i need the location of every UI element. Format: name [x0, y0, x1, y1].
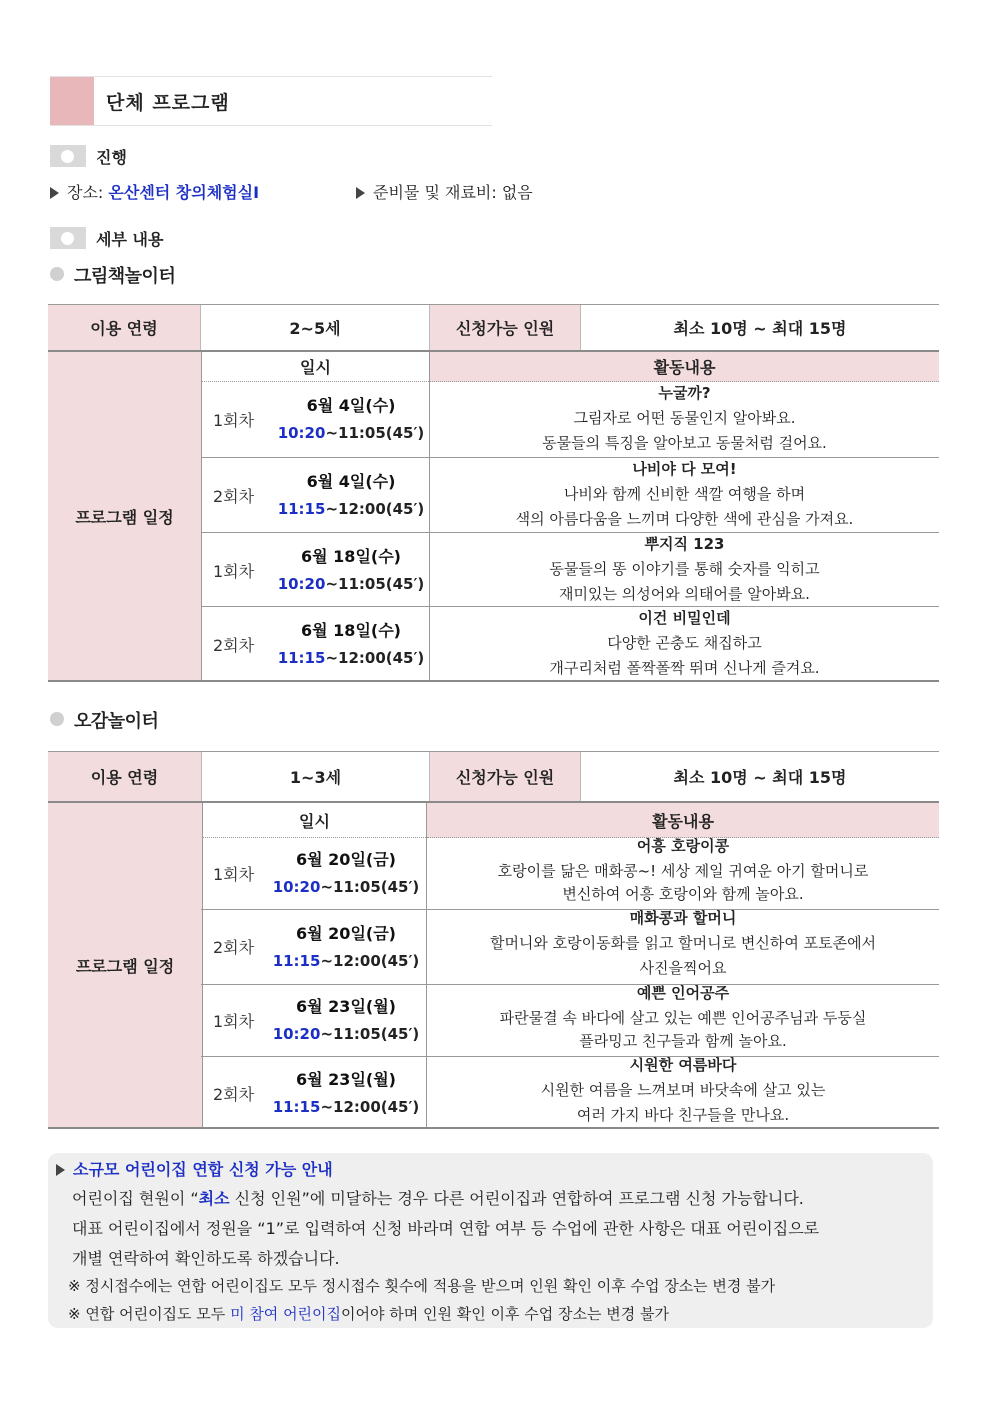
- session-date: 6월 4일(수): [306, 472, 396, 491]
- triangle-bullet-icon: [50, 187, 59, 199]
- age-value: 1~3세: [289, 768, 342, 787]
- session-number: 1회차: [213, 562, 255, 581]
- notice-line: 어린이집 현원이 “최소 신청 인원”에 미달하는 경우 다른 어린이집과 연합하여 프로그램 신청 가능합니다.: [72, 1189, 804, 1208]
- schedule-row: [201, 457, 939, 532]
- notice-line: 개별 연락하여 확인하도록 하겠습니다.: [72, 1249, 340, 1268]
- schedule-label: 프로그램 일정: [48, 803, 202, 1127]
- session-time: 11:15~12:00(45′): [277, 649, 425, 667]
- capacity-label: 신청가능 인원: [429, 305, 581, 350]
- program-table: [48, 304, 939, 682]
- materials-line: [356, 180, 533, 203]
- location-value: 온산센터 창의체험실Ⅰ: [108, 183, 260, 202]
- session-time: 11:15~12:00(45′): [277, 500, 425, 518]
- session-time: 10:20~11:05(45′): [277, 575, 425, 593]
- session-date: 6월 4일(수): [306, 396, 396, 415]
- details-label: 세부 내용: [96, 230, 164, 249]
- col-activity-header: 활동내용: [427, 803, 939, 838]
- notice-remark: ※ 연합 어린이집도 모두 미 참여 어린이집이어야 하며 인원 확인 이후 수업 장소는 변경 불가: [68, 1305, 669, 1323]
- schedule-block: [48, 803, 939, 1129]
- table-info-row: [48, 304, 939, 352]
- session-activity: 매화콩과 할머니 할머니와 호랑이동화를 읽고 할머니로 변신하여 포토존에서 사진을찍어요: [489, 909, 877, 977]
- session-date: 6월 20일(금): [296, 924, 396, 943]
- pill-bullet-icon: [50, 227, 86, 249]
- session-activity: 이건 비밀인데 다양한 곤충도 채집하고 개구리처럼 폴짝폴짝 뛰며 신나게 즐겨요.: [549, 609, 820, 677]
- session-activity: 예쁜 인어공주 파란물결 속 바다에 살고 있는 예쁜 인어공주님과 두둥실 플라밍고 친구들과 함께 놀아요.: [499, 984, 867, 1050]
- session-date: 6월 23일(월): [296, 1070, 396, 1089]
- notice-remark: ※ 정시접수에는 연합 어린이집도 모두 정시접수 횟수에 적용을 받으며 인원 확인 이후 수업 장소는 변경 불가: [68, 1277, 776, 1295]
- session-activity: 시원한 여름바다 시원한 여름을 느껴보며 바닷속에 살고 있는 여러 가지 바다 친구들을 만나요.: [540, 1056, 826, 1124]
- materials-text: 준비물 및 재료비: 없음: [373, 183, 533, 202]
- schedule-row: [201, 909, 939, 984]
- pill-bullet-icon: [50, 145, 86, 167]
- schedule-label: 프로그램 일정: [48, 352, 201, 680]
- triangle-bullet-icon: [356, 187, 365, 199]
- session-time: 11:15~12:00(45′): [272, 952, 420, 970]
- session-date: 6월 23일(월): [296, 997, 396, 1016]
- triangle-bullet-icon: [56, 1164, 65, 1176]
- circle-bullet-icon: [50, 712, 64, 726]
- program-name: 그림책놀이터: [74, 266, 176, 287]
- age-label: 이용 연령: [48, 305, 201, 350]
- session-number: 1회차: [213, 411, 255, 430]
- schedule-row: [201, 1056, 939, 1129]
- notice-title: 소규모 어린이집 연합 신청 가능 안내: [56, 1157, 333, 1180]
- schedule-row: [201, 838, 939, 909]
- program-table: [48, 751, 939, 1129]
- session-date: 6월 18일(수): [301, 547, 401, 566]
- circle-bullet-icon: [50, 267, 64, 281]
- session-number: 1회차: [213, 865, 255, 884]
- capacity-value: 최소 10명 ~ 최대 15명: [673, 319, 847, 338]
- table-info-row: [48, 751, 939, 803]
- col-date-header: 일시: [203, 803, 426, 838]
- schedule-row: [201, 984, 939, 1056]
- session-time: 10:20~11:05(45′): [277, 424, 425, 442]
- session-activity: 뿌지직 123 동물들의 똥 이야기를 통해 숫자를 익히고 재미있는 의성어와 의태어를 알아봐요.: [549, 535, 820, 603]
- age-label: 이용 연령: [48, 752, 202, 801]
- capacity-value: 최소 10명 ~ 최대 15명: [673, 768, 847, 787]
- session-time: 11:15~12:00(45′): [272, 1098, 420, 1116]
- program-name: 오감놀이터: [74, 711, 159, 732]
- schedule-row: [201, 606, 939, 680]
- session-date: 6월 20일(금): [296, 850, 396, 869]
- section-title: [50, 76, 492, 126]
- session-number: 2회차: [213, 1085, 255, 1104]
- notice-line: 대표 어린이집에서 정원을 “1”로 입력하여 신청 바라며 연합 여부 등 수업에 관한 사항은 대표 어린이집으로: [72, 1219, 820, 1238]
- notice-box: [48, 1153, 933, 1328]
- session-activity: 어흥 호랑이콩 호랑이를 닮은 매화콩~! 세상 제일 귀여운 아기 할머니로 변신하여 어흥 호랑이와 함께 놀아요.: [497, 837, 869, 903]
- col-date-header: 일시: [202, 352, 429, 382]
- col-activity-header: 활동내용: [430, 352, 939, 382]
- session-number: 1회차: [213, 1012, 255, 1031]
- session-date: 6월 18일(수): [301, 621, 401, 640]
- session-number: 2회차: [213, 938, 255, 957]
- session-activity: 나비야 다 모여! 나비와 함께 신비한 색깔 여행을 하며 색의 아름다움을 느끼며 다양한 색에 관심을 가져요.: [515, 460, 854, 528]
- session-number: 2회차: [213, 636, 255, 655]
- session-number: 2회차: [213, 487, 255, 506]
- schedule-row: [201, 382, 939, 457]
- session-activity: 누굴까? 그림자로 어떤 동물인지 알아봐요. 동물들의 특징을 알아보고 동물처럼 걸어요.: [542, 384, 827, 452]
- location-line: [50, 180, 259, 203]
- schedule-block: [48, 352, 939, 682]
- schedule-row: [201, 532, 939, 606]
- page-title: 단체 프로그램: [106, 92, 230, 114]
- capacity-label: 신청가능 인원: [429, 752, 581, 801]
- progress-label: 진행: [96, 148, 127, 167]
- session-time: 10:20~11:05(45′): [272, 1025, 420, 1043]
- session-time: 10:20~11:05(45′): [272, 878, 420, 896]
- age-value: 2~5세: [289, 319, 341, 338]
- title-accent-bar: [50, 77, 94, 125]
- location-label: 장소:: [67, 183, 104, 202]
